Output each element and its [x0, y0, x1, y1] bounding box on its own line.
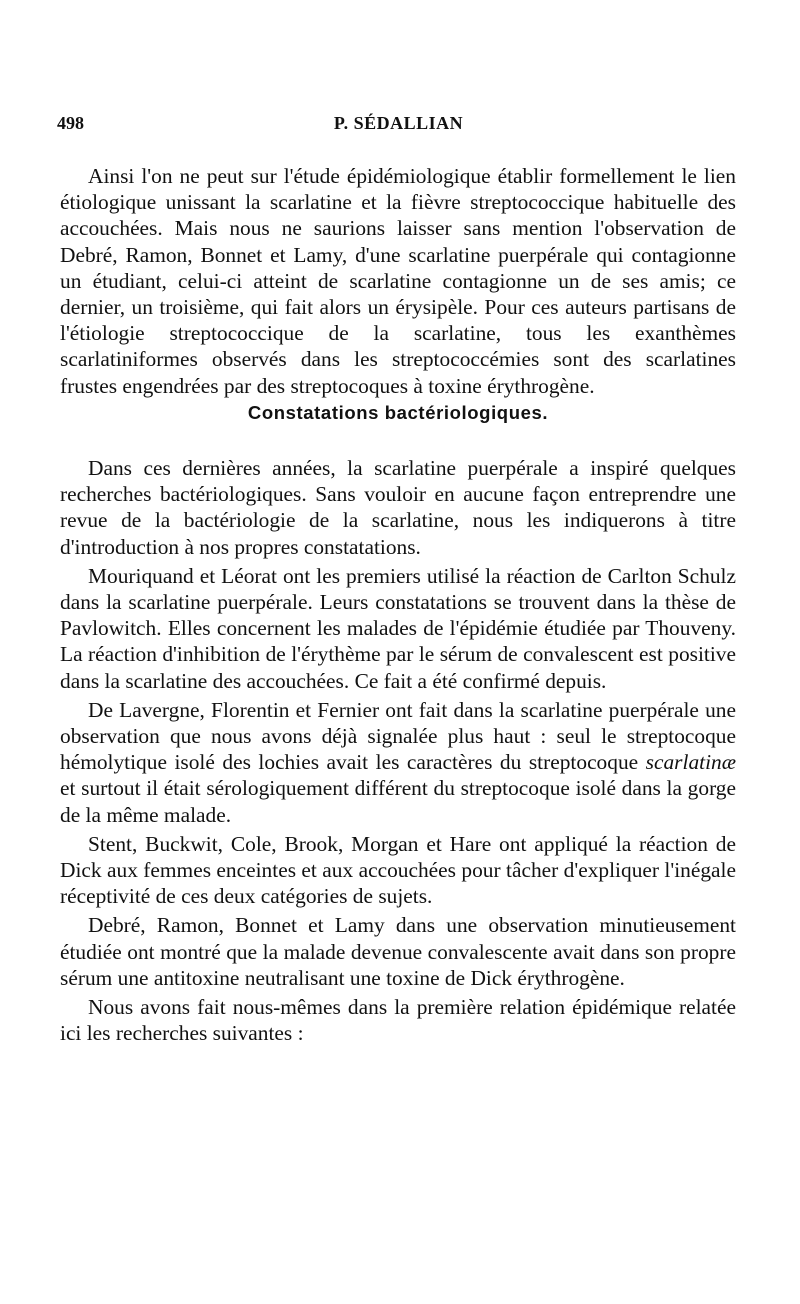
- running-head: P. SÉDALLIAN: [333, 113, 464, 133]
- paragraph-epidemiology: Ainsi l'on ne peut sur l'étude épidémiologique établir formellement le lien étiologique unissant la scarlatine et la fièvre streptococcique habituelle des accouchées. Mais nous ne saurions laisser sans mention l'observation de Debré, Ramon, Bonnet et Lamy, d'une scarlatine puerpérale qui contagionne un étudiant, celui-ci atteint de scarlatine contagionne un de ses amis; ce dernier, un troisième, qui fait alors un érysipèle. Pour ces auteurs partisans de l'étiologie streptococcique de la scarlatine, tous les exanthèmes scarlatiniformes observés dans les streptococcémies sont des scarlatines frustes engendrées par des streptocoques à toxine érythrogène.: [60, 164, 736, 398]
- paragraph-own-research: Nous avons fait nous-mêmes dans la première relation épidémique relatée ici les recherches suivantes :: [60, 995, 736, 1046]
- page-header: [57, 113, 740, 143]
- section-heading: Constatations bactériologiques.: [247, 401, 549, 423]
- paragraph-de-lavergne-text-2: et surtout il était sérologiquement différent du streptocoque isolé dans la gorge de la même malade.: [60, 776, 736, 827]
- body-text: [60, 163, 736, 1047]
- paragraph-de-lavergne: [60, 697, 736, 828]
- page-number: 498: [57, 113, 84, 133]
- paragraph-de-lavergne-text-1: De Lavergne, Florentin et Fernier ont fait dans la scarlatine puerpérale une observation que nous avons déjà signalée plus haut : seul le streptocoque hémolytique isolé des lochies avait les caractères du streptocoque: [60, 697, 736, 775]
- paragraph-mouriquand: Mouriquand et Léorat ont les premiers utilisé la réaction de Carlton Schulz dans la scarlatine puerpérale. Leurs constatations se trouvent dans la thèse de Pavlowitch. Elles concernent les malades de l'épidémie étudiée par Thouveny. La réaction d'inhibition de l'érythème par le sérum de convalescent est positive dans la scarlatine des accouchées. Ce fait a été confirmé depuis.: [60, 563, 736, 693]
- italic-term: scarlatinæ: [645, 750, 736, 775]
- paragraph-bacteriology-intro: Dans ces dernières années, la scarlatine puerpérale a inspiré quelques recherches bactériologiques. Sans vouloir en aucune façon entreprendre une revue de la bactériologie de la scarlatine, nous les indiquerons à titre d'introduction à nos propres constatations.: [60, 456, 736, 559]
- paragraph-debre: Debré, Ramon, Bonnet et Lamy dans une observation minutieusement étudiée ont montré que la malade devenue convalescente avait dans son propre sérum une antitoxine neutralisant une toxine de Dick érythrogène.: [60, 913, 736, 990]
- paragraph-stent: Stent, Buckwit, Cole, Brook, Morgan et Hare ont appliqué la réaction de Dick aux femmes enceintes et aux accouchées pour tâcher d'expliquer l'inégale réceptivité de ces deux catégories de sujets.: [60, 831, 736, 909]
